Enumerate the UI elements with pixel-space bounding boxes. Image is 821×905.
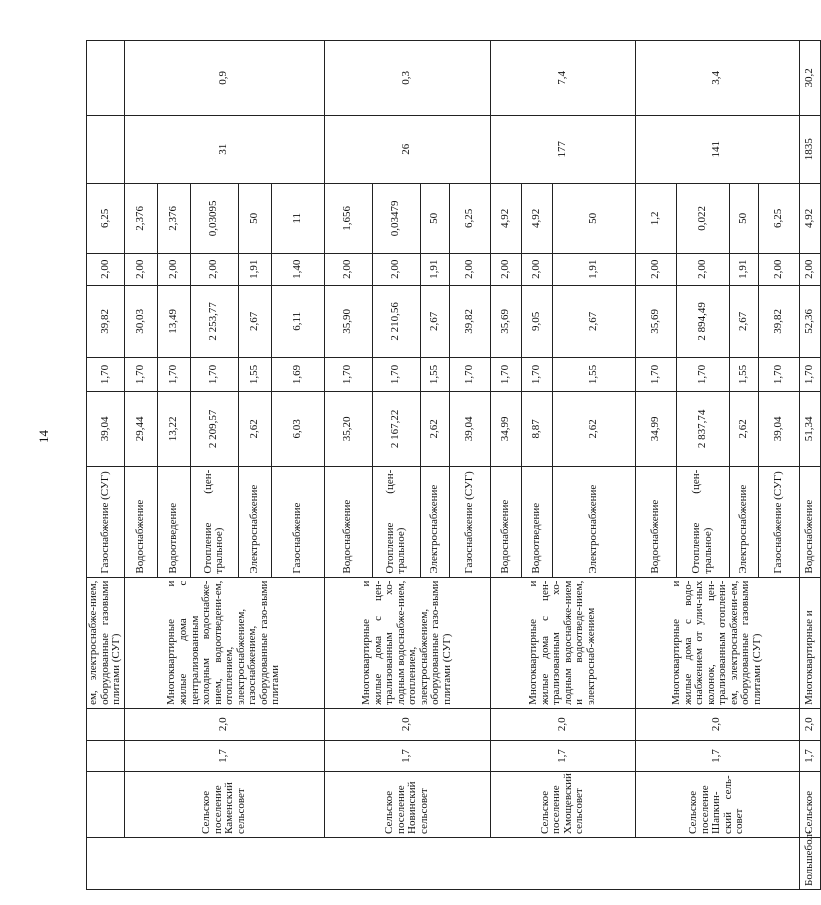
service-cell: Газоснабжение (СУГ) [87, 466, 125, 577]
count-cell: 177 [490, 115, 635, 183]
count-cell: 1835 [799, 115, 820, 183]
value-cell-v3: 2 253,77 [190, 285, 238, 357]
value-cell-v5: 1,656 [324, 183, 372, 253]
service-cell: Водоотведение [521, 466, 552, 577]
value-cell-v5: 4,92 [799, 183, 820, 253]
count-cell: 26 [324, 115, 490, 183]
value-cell-v5: 1,2 [635, 183, 676, 253]
settlement-cell: Сельское поселение Хмощевский сельсовет [490, 772, 635, 838]
value-cell-v2: 1,70 [635, 358, 676, 392]
table-row-last [799, 41, 820, 890]
value-cell-v2: 1,70 [758, 358, 799, 392]
service-cell: Водоснабжение [635, 466, 676, 577]
coef2-cell: 2,0 [124, 708, 324, 740]
service-cell: Электроснабжение [729, 466, 758, 577]
district-cell [87, 837, 800, 889]
value-cell-v3: 2,67 [729, 285, 758, 357]
share-cell: 30,2 [799, 41, 820, 116]
coef2-cell: 2,0 [324, 708, 490, 740]
table-body [87, 41, 821, 890]
value-cell-v1: 2,62 [420, 392, 449, 467]
value-cell-v4: 1,91 [238, 253, 271, 285]
value-cell-v1: 2 167,22 [372, 392, 420, 467]
settlement-cell: Сельское поселение Каменский сельсовет [124, 772, 324, 838]
value-cell-v2: 1,70 [449, 358, 490, 392]
value-cell-v2: 1,70 [87, 358, 125, 392]
value-cell-v1: 34,99 [635, 392, 676, 467]
service-cell: Водоснабжение [124, 466, 157, 577]
value-cell-v2: 1,70 [190, 358, 238, 392]
value-cell-v2: 1,70 [799, 358, 820, 392]
value-cell-v3: 2 210,56 [372, 285, 420, 357]
value-cell-v1: 34,99 [490, 392, 521, 467]
share-cell: 0,9 [124, 41, 324, 116]
value-cell-v5: 6,25 [449, 183, 490, 253]
coef1-cell: 1,7 [324, 740, 490, 772]
value-cell-v4: 2,00 [521, 253, 552, 285]
service-cell: Электроснабжение [552, 466, 635, 577]
coef2-cell: 2,0 [799, 708, 820, 740]
value-cell-v5: 50 [420, 183, 449, 253]
coef2-cell: 2,0 [490, 708, 635, 740]
coef2-cell: 2,0 [635, 708, 799, 740]
housing-type-cell: Многоквартирные и жилые дома с цен-трализованным хо-лодным водоснабже-нием, отоплением, электроснабжением, оборудованные газо-выми плитами (СУГ) [324, 577, 490, 708]
value-cell-v4: 2,00 [490, 253, 521, 285]
settlement-cell: Сельское [799, 772, 820, 838]
value-cell-v1: 39,04 [449, 392, 490, 467]
count-cell: 31 [124, 115, 324, 183]
value-cell-v4: 2,00 [124, 253, 157, 285]
coef1-cell: 1,7 [124, 740, 324, 772]
value-cell-v4: 2,00 [87, 253, 125, 285]
value-cell-v2: 1,55 [729, 358, 758, 392]
table-row-continuation [87, 41, 125, 890]
housing-type-cell: ем, электроснабже-нием, оборудованные газовыми плитами (СУГ) [87, 577, 125, 708]
value-cell-v4: 1,91 [420, 253, 449, 285]
value-cell-v1: 39,04 [87, 392, 125, 467]
value-cell-v5: 0,03095 [190, 183, 238, 253]
coef1-cell: 1,7 [799, 740, 820, 772]
district-cell: Большебол- [799, 837, 820, 889]
value-cell-v1: 39,04 [758, 392, 799, 467]
value-cell-v5: 2,376 [157, 183, 190, 253]
table-row [635, 41, 676, 890]
value-cell-v3: 35,69 [635, 285, 676, 357]
value-cell-v1: 35,20 [324, 392, 372, 467]
table-row [324, 41, 372, 890]
value-cell-v4: 2,00 [372, 253, 420, 285]
value-cell-v5: 50 [552, 183, 635, 253]
value-cell-v1: 2,62 [552, 392, 635, 467]
value-cell-v3: 35,90 [324, 285, 372, 357]
service-cell: Водоотведение [157, 466, 190, 577]
share-cell: 3,4 [635, 41, 799, 116]
value-cell-v4: 1,40 [271, 253, 324, 285]
value-cell-v3: 2,67 [552, 285, 635, 357]
service-cell: Газоснабжение (СУГ) [449, 466, 490, 577]
value-cell-v3: 30,03 [124, 285, 157, 357]
share-cell: 0,3 [324, 41, 490, 116]
service-cell: Отопление (цен-тральное) [190, 466, 238, 577]
housing-type-cell: Многоквартирные и жилые дома с водо-снабжением от улич-ных колонок, цен-трализованным отоплени-ем, электроснабжени-ем, оборудованные газовыми плитами (СУГ) [635, 577, 799, 708]
housing-type-cell: Многоквартирные и [799, 577, 820, 708]
value-cell-v5: 4,92 [521, 183, 552, 253]
coef2-cell-empty [87, 708, 125, 740]
value-cell-v3: 6,11 [271, 285, 324, 357]
housing-type-cell: Многоквартирные и жилые дома с централизованным холодным водоснабже-нием, водоотведени-ем, отоплением, электроснабжением, газоснабжением, оборудованные газо-выми плитами [124, 577, 324, 708]
value-cell-v1: 13,22 [157, 392, 190, 467]
service-cell: Водоснабжение [490, 466, 521, 577]
service-cell: Отопление (цен-тральное) [372, 466, 420, 577]
value-cell-v1: 29,44 [124, 392, 157, 467]
coef1-cell: 1,7 [635, 740, 799, 772]
share-cell: 7,4 [490, 41, 635, 116]
rotated-table-area [86, 40, 815, 890]
value-cell-v2: 1,70 [324, 358, 372, 392]
value-cell-v1: 51,34 [799, 392, 820, 467]
service-cell: Электроснабжение [420, 466, 449, 577]
value-cell-v5: 50 [238, 183, 271, 253]
value-cell-v2: 1,55 [420, 358, 449, 392]
service-cell: Электроснабжение [238, 466, 271, 577]
value-cell-v4: 2,00 [449, 253, 490, 285]
settlement-cell: Сельское поселение Шапкин-ский сель-совет [635, 772, 799, 838]
value-cell-v2: 1,70 [372, 358, 420, 392]
value-cell-v4: 2,00 [635, 253, 676, 285]
table-row [124, 41, 157, 890]
value-cell-v4: 2,00 [758, 253, 799, 285]
value-cell-v4: 1,91 [729, 253, 758, 285]
service-cell: Водоснабжение [799, 466, 820, 577]
value-cell-v2: 1,70 [157, 358, 190, 392]
value-cell-v1: 2,62 [729, 392, 758, 467]
coef1-cell: 1,7 [490, 740, 635, 772]
housing-type-cell: Многоквартирные и жилые дома с цен-трализованным хо-лодным водоснабже-нием и водоотведе-нием, электроснаб-жением [490, 577, 635, 708]
value-cell-v3: 2 894,49 [676, 285, 729, 357]
value-cell-v2: 1,70 [124, 358, 157, 392]
value-cell-v1: 2 209,57 [190, 392, 238, 467]
value-cell-v1: 2,62 [238, 392, 271, 467]
value-cell-v3: 39,82 [758, 285, 799, 357]
table-row [490, 41, 521, 890]
settlement-cell-empty [87, 772, 125, 838]
value-cell-v3: 13,49 [157, 285, 190, 357]
value-cell-v5: 50 [729, 183, 758, 253]
value-cell-v4: 2,00 [190, 253, 238, 285]
value-cell-v4: 2,00 [324, 253, 372, 285]
service-cell: Газоснабжение (СУГ) [758, 466, 799, 577]
value-cell-v3: 52,36 [799, 285, 820, 357]
value-cell-v3: 35,69 [490, 285, 521, 357]
value-cell-v5: 4,92 [490, 183, 521, 253]
value-cell-v2: 1,70 [676, 358, 729, 392]
value-cell-v2: 1,70 [490, 358, 521, 392]
share-cell-empty [87, 41, 125, 116]
count-cell-empty [87, 115, 125, 183]
value-cell-v5: 6,25 [87, 183, 125, 253]
value-cell-v2: 1,69 [271, 358, 324, 392]
service-cell: Газоснабжение [271, 466, 324, 577]
value-cell-v3: 9,05 [521, 285, 552, 357]
value-cell-v5: 0,022 [676, 183, 729, 253]
value-cell-v4: 2,00 [676, 253, 729, 285]
value-cell-v2: 1,55 [238, 358, 271, 392]
value-cell-v5: 11 [271, 183, 324, 253]
value-cell-v4: 2,00 [157, 253, 190, 285]
service-cell: Отопление (цен-тральное) [676, 466, 729, 577]
value-cell-v5: 6,25 [758, 183, 799, 253]
value-cell-v4: 2,00 [799, 253, 820, 285]
value-cell-v2: 1,70 [521, 358, 552, 392]
coef1-cell-empty [87, 740, 125, 772]
value-cell-v1: 6,03 [271, 392, 324, 467]
value-cell-v1: 8,87 [521, 392, 552, 467]
value-cell-v2: 1,55 [552, 358, 635, 392]
value-cell-v3: 39,82 [87, 285, 125, 357]
value-cell-v5: 2,376 [124, 183, 157, 253]
count-cell: 141 [635, 115, 799, 183]
value-cell-v3: 2,67 [420, 285, 449, 357]
value-cell-v5: 0,03479 [372, 183, 420, 253]
value-cell-v3: 39,82 [449, 285, 490, 357]
settlement-cell: Сельское поселение Новинский сельсовет [324, 772, 490, 838]
service-cell: Водоснабжение [324, 466, 372, 577]
value-cell-v3: 2,67 [238, 285, 271, 357]
page-number: 14 [36, 430, 51, 443]
value-cell-v4: 1,91 [552, 253, 635, 285]
value-cell-v1: 2 837,74 [676, 392, 729, 467]
tariff-table [86, 40, 821, 890]
